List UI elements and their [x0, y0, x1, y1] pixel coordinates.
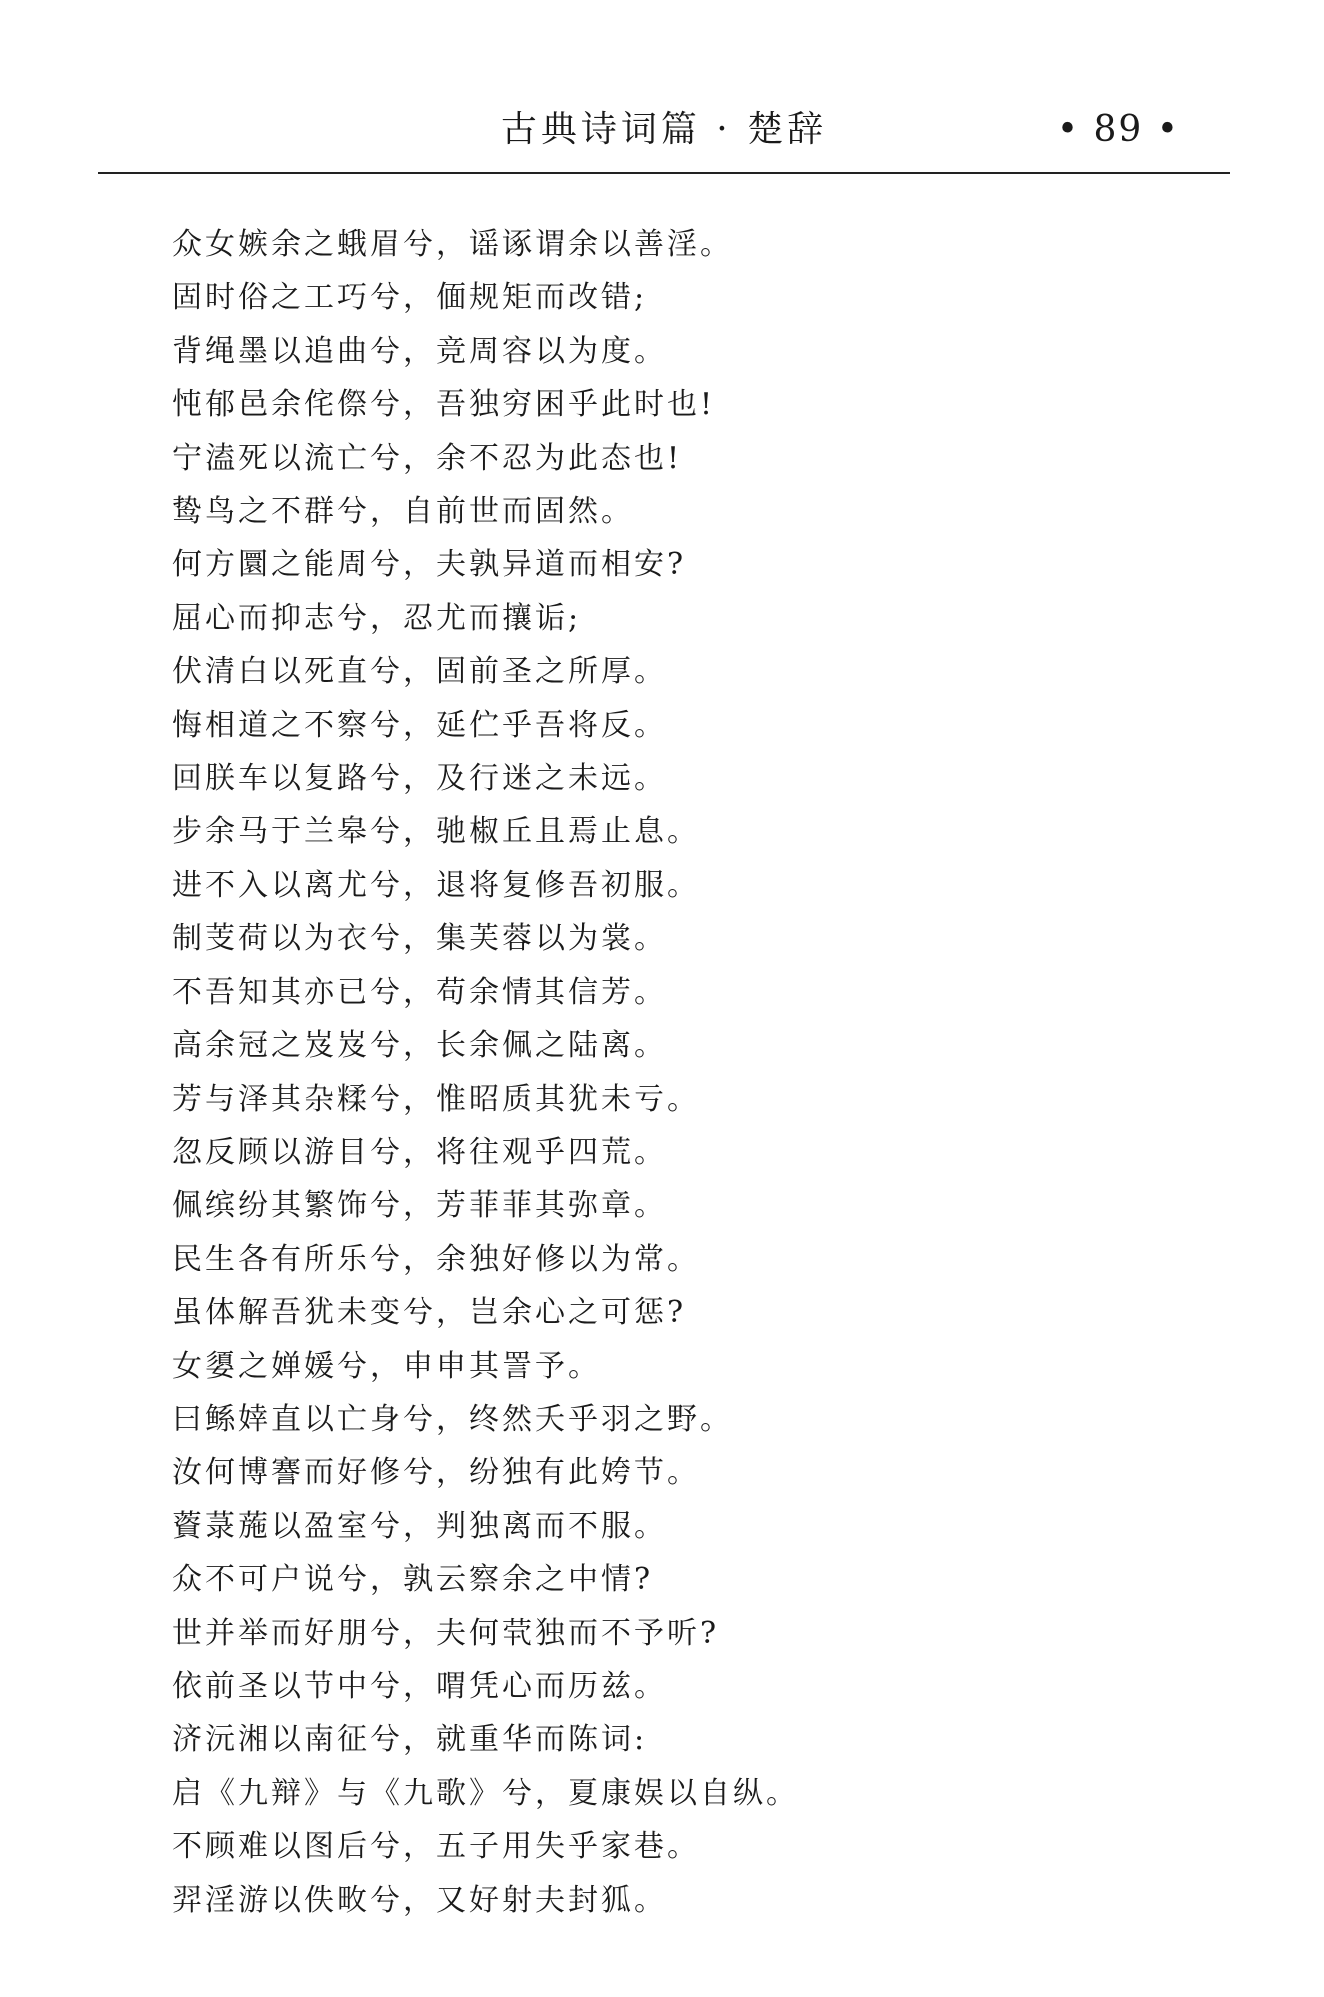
poem-line: 依前圣以节中兮，喟凭心而历兹。	[172, 1668, 667, 1704]
poem-line: 不顾难以图后兮，五子用失乎家巷。	[172, 1829, 700, 1865]
page-header	[98, 100, 1230, 174]
poem-line: 芳与泽其杂糅兮，惟昭质其犹未亏。	[172, 1081, 700, 1117]
poem-line: 固时俗之工巧兮，偭规矩而改错;	[172, 280, 648, 316]
poem-line: 虽体解吾犹未变兮，岂余心之可惩?	[172, 1295, 687, 1331]
poem-line: 济沅湘以南征兮，就重华而陈词:	[172, 1722, 648, 1758]
poem-line: 宁溘死以流亡兮，余不忍为此态也!	[172, 440, 683, 476]
poem-line: 高余冠之岌岌兮，长余佩之陆离。	[172, 1028, 667, 1064]
poem-line: 鸷鸟之不群兮，自前世而固然。	[172, 494, 634, 530]
poem-line: 女嬃之婵媛兮，申申其詈予。	[172, 1348, 601, 1384]
poem-line: 背绳墨以追曲兮，竞周容以为度。	[172, 333, 667, 369]
poem-line: 世并举而好朋兮，夫何茕独而不予听?	[172, 1615, 720, 1651]
poem-line: 伏清白以死直兮，固前圣之所厚。	[172, 654, 667, 690]
poem-body	[172, 218, 1172, 1927]
poem-line: 忽反顾以游目兮，将往观乎四荒。	[172, 1134, 667, 1170]
page-number: • 89 •	[1056, 109, 1180, 150]
poem-line: 何方圜之能周兮，夫孰异道而相安?	[172, 547, 687, 583]
poem-line: 步余马于兰皋兮，驰椒丘且焉止息。	[172, 814, 700, 850]
poem-line: 制芰荷以为衣兮，集芙蓉以为裳。	[172, 921, 667, 957]
poem-line: 民生各有所乐兮，余独好修以为常。	[172, 1241, 700, 1277]
poem-line: 启《九辩》与《九歌》兮，夏康娱以自纵。	[172, 1775, 799, 1811]
poem-line: 屈心而抑志兮，忍尤而攘诟;	[172, 600, 582, 636]
poem-line: 回朕车以复路兮，及行迷之未远。	[172, 761, 667, 797]
poem-line: 薋菉葹以盈室兮，判独离而不服。	[172, 1508, 667, 1544]
poem-line: 羿淫游以佚畋兮，又好射夫封狐。	[172, 1882, 667, 1918]
poem-line: 不吾知其亦已兮，苟余情其信芳。	[172, 974, 667, 1010]
poem-line: 悔相道之不察兮，延伫乎吾将反。	[172, 707, 667, 743]
running-head: 古典诗词篇 · 楚辞	[500, 109, 828, 150]
poem-line: 进不入以离尤兮，退将复修吾初服。	[172, 867, 700, 903]
poem-line: 佩缤纷其繁饰兮，芳菲菲其弥章。	[172, 1188, 667, 1224]
poem-line: 曰鲧婞直以亡身兮，终然夭乎羽之野。	[172, 1401, 733, 1437]
poem-line: 众女嫉余之蛾眉兮，谣诼谓余以善淫。	[172, 227, 733, 262]
poem-line: 忳郁邑余侘傺兮，吾独穷困乎此时也!	[172, 387, 716, 423]
poem-line: 汝何博謇而好修兮，纷独有此姱节。	[172, 1455, 700, 1491]
poem-line: 众不可户说兮，孰云察余之中情?	[172, 1562, 654, 1598]
